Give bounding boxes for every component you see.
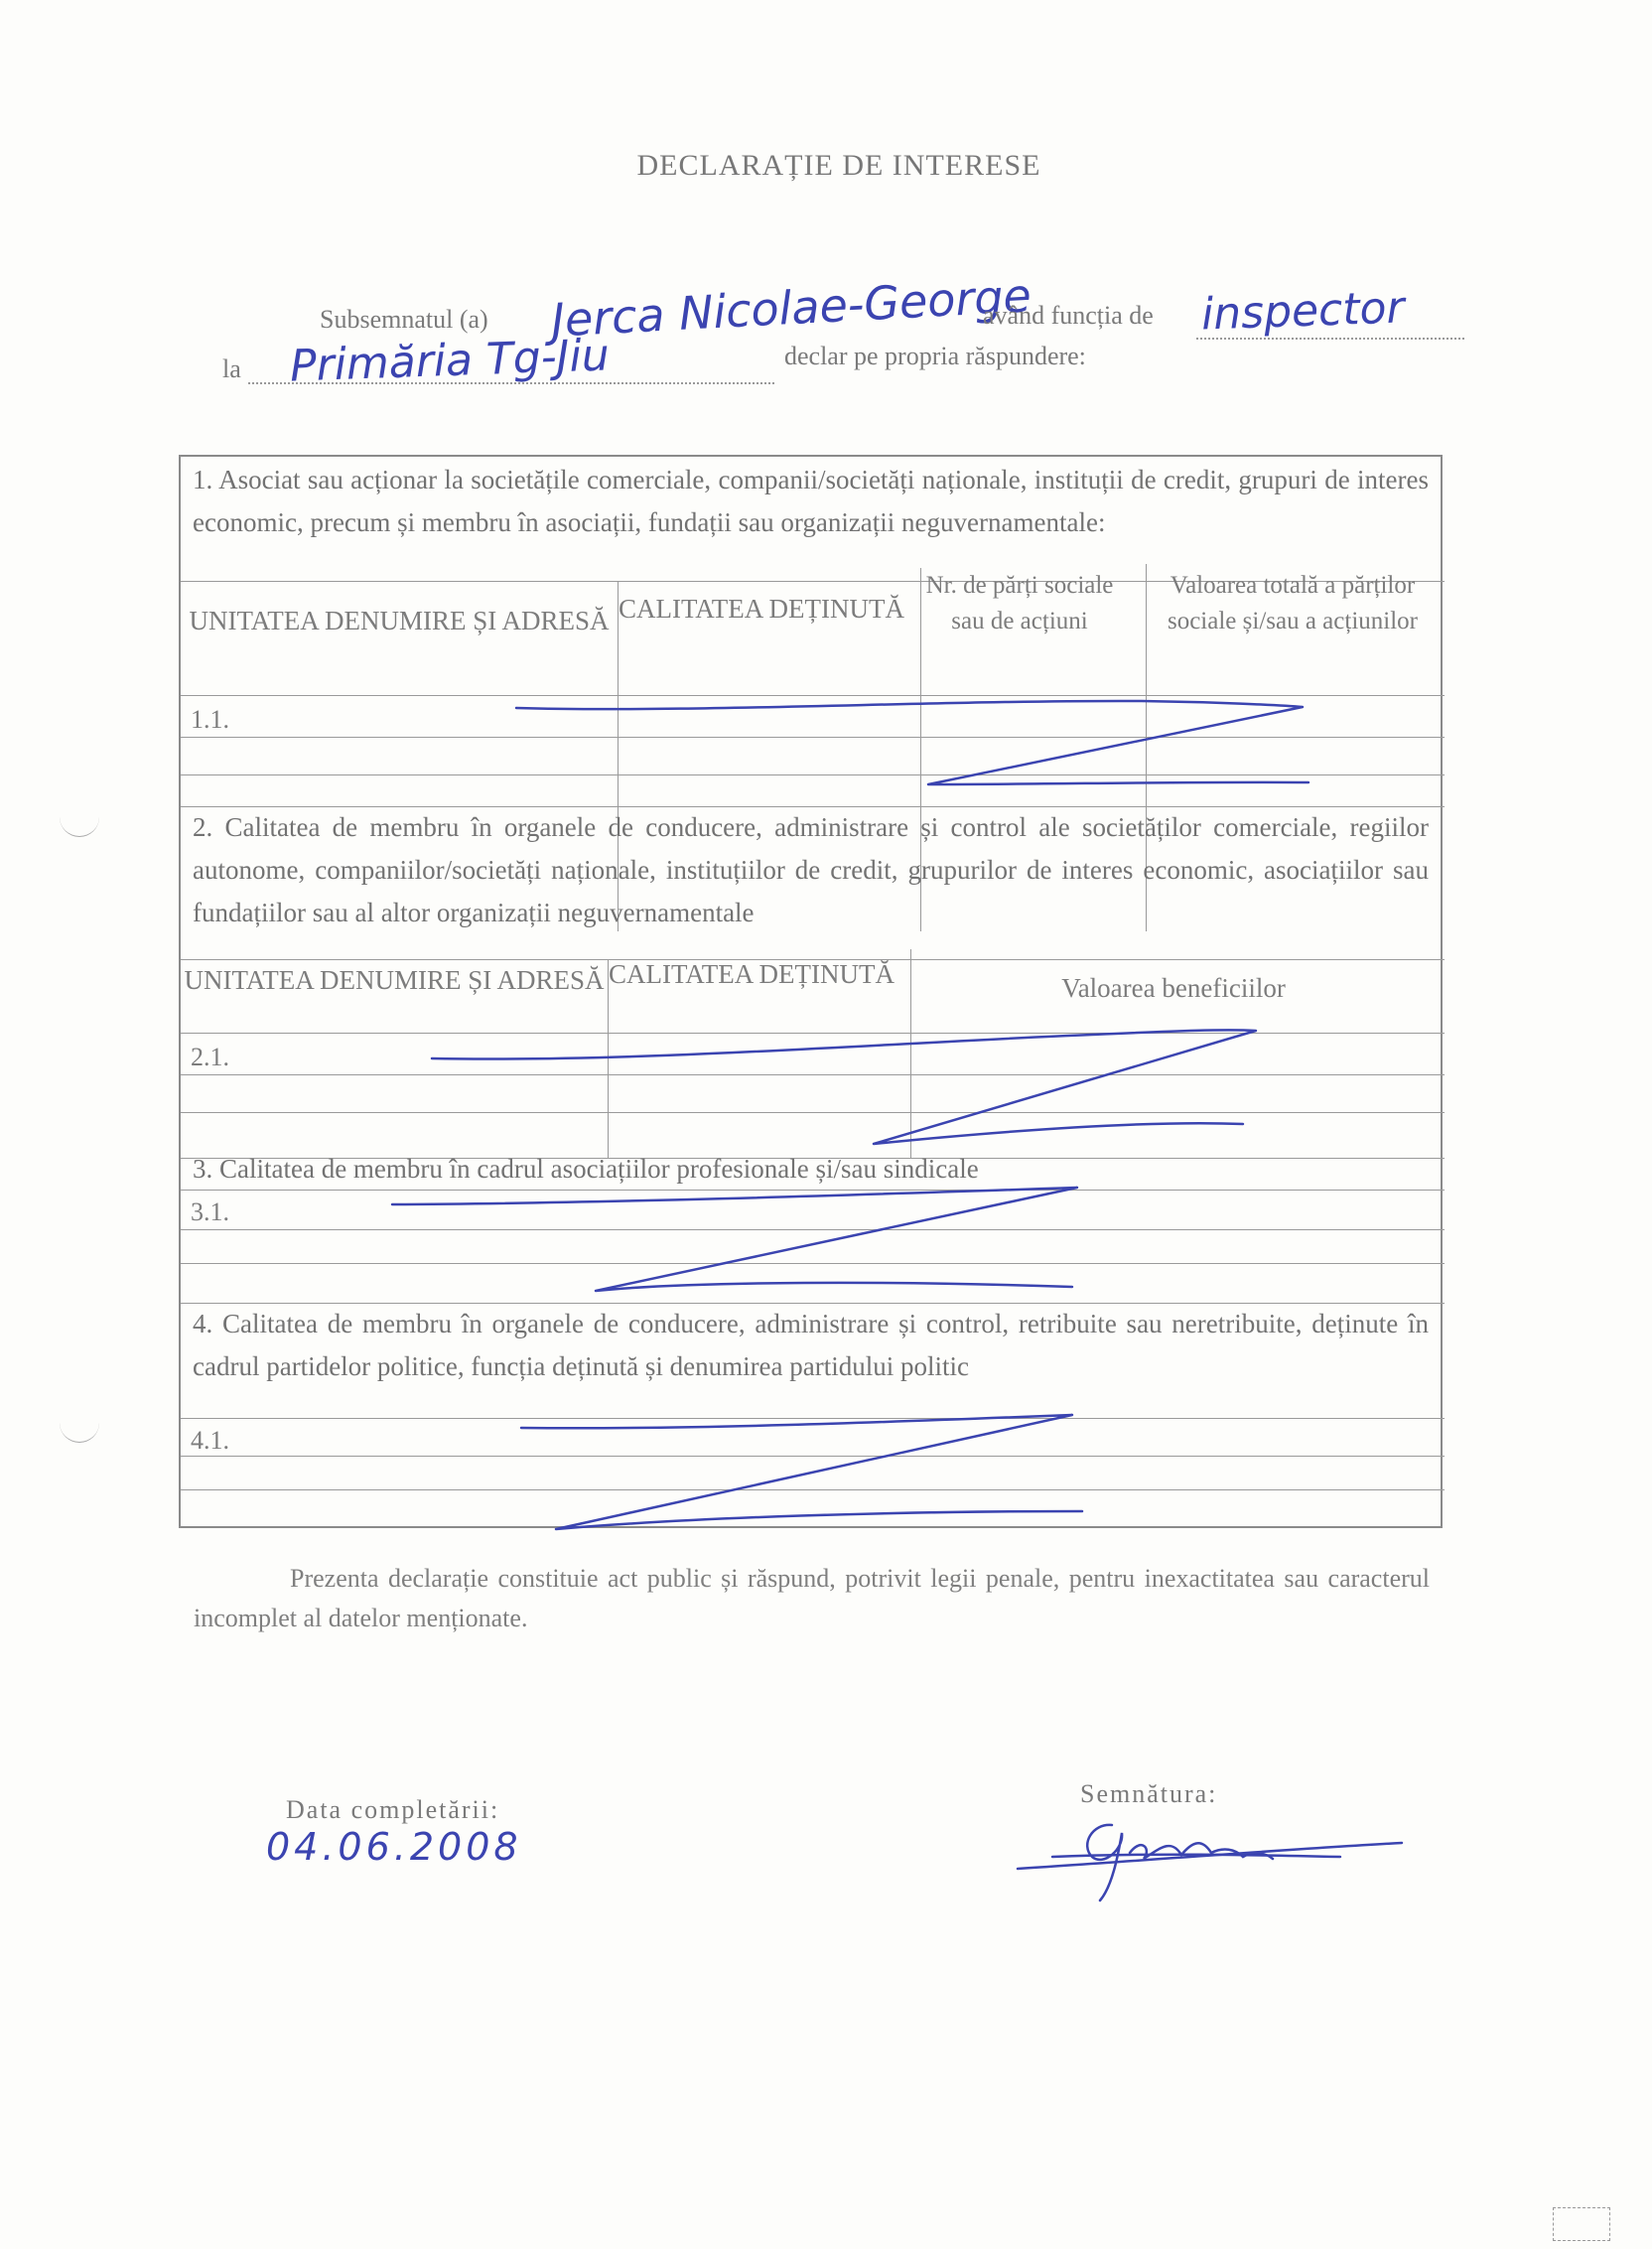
declarant-name: Jerca Nicolae-George	[549, 268, 1032, 348]
institution-name: Primăria Tg-Jiu	[289, 330, 611, 392]
label-la: la	[222, 354, 241, 383]
section-2-text: 2. Calitatea de membru în organele de conducere, administrare și control ale societăților comerciale, regiilor autonome, companiilor/societăți naționale, instituțiilor de credit, grupurilor de interes economic, asociațiilor sau fundațiilor sau al altor organizații neguvernamentale	[193, 812, 1429, 927]
label-declar: declar pe propria răspundere:	[784, 342, 1086, 370]
s1-header-unit: UNITATEA DENUMIRE ȘI ADRESĂ	[189, 606, 610, 635]
signature-label: Semnătura:	[1080, 1779, 1218, 1808]
date-label: Data completării:	[286, 1795, 500, 1824]
s2-header-unit: UNITATEA DENUMIRE ȘI ADRESĂ	[184, 965, 605, 995]
legal-statement: Prezenta declarație constituie act public și răspund, potrivit legii penale, pentru inexactitatea sau caracterul incomplet al datelor menționate.	[194, 1564, 1430, 1632]
row-label-2-1: 2.1.	[191, 1043, 229, 1071]
label-functia: având funcția de	[983, 301, 1154, 330]
s2-header-benefits: Valoarea beneficiilor	[1061, 973, 1286, 1003]
section-3-text: 3. Calitatea de membru în cadrul asociațiilor profesionale și/sau sindicale	[193, 1154, 979, 1184]
s1-header-value: Valoarea totală a părților sociale și/sau a acțiunilor	[1167, 572, 1418, 634]
date-value: 04.06.2008	[266, 1825, 522, 1869]
s2-header-quality: CALITATEA DEȚINUTĂ	[608, 959, 895, 989]
document-title: DECLARAȚIE DE INTERESE	[636, 149, 1041, 182]
scan-stamp	[1553, 2207, 1610, 2241]
row-label-1-1: 1.1.	[191, 705, 229, 734]
row-label-4-1: 4.1.	[191, 1426, 229, 1455]
s1-header-quality: CALITATEA DEȚINUTĂ	[618, 594, 905, 624]
declarant-function: inspector	[1200, 282, 1406, 341]
section-1-text: 1. Asociat sau acționar la societățile comerciale, companii/societăți naționale, instituții de credit, grupuri de interes economic, precum și membru în asociații, fundații sau organizații neguvernamentale:	[193, 465, 1429, 537]
section-4-text: 4. Calitatea de membru în organele de conducere, administrare și control, retribuite sau neretribuite, deținute în cadrul partidelor politice, funcția deținută și denumirea partidului politic	[193, 1309, 1429, 1381]
label-subsemnatul: Subsemnatul (a)	[320, 305, 488, 334]
row-label-3-1: 3.1.	[191, 1197, 229, 1226]
s1-header-shares: Nr. de părți sociale sau de acțiuni	[925, 572, 1114, 634]
